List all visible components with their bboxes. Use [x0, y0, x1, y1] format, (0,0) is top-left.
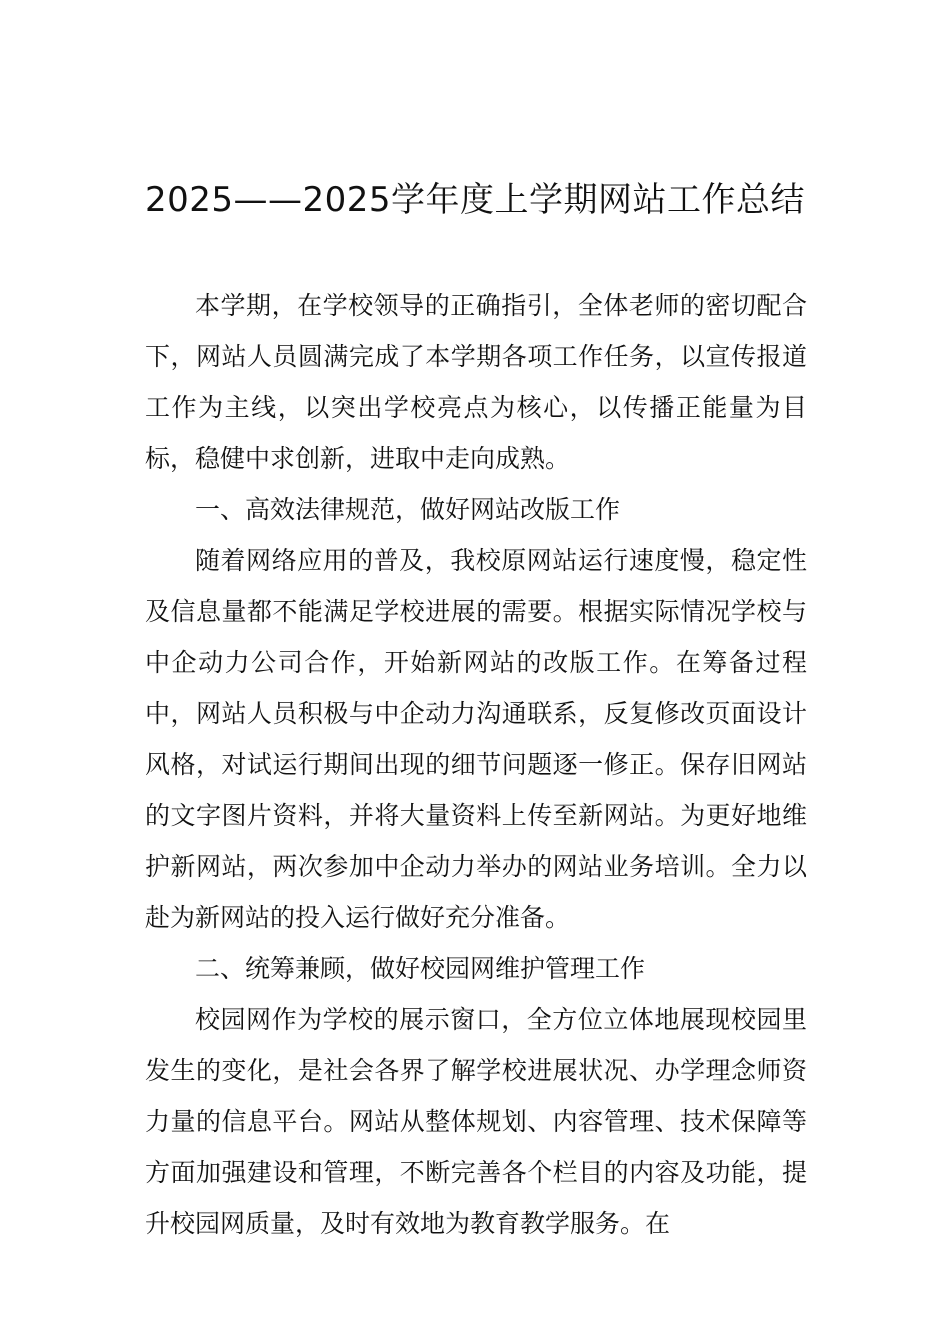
- document-title: 2025——2025学年度上学期网站工作总结: [144, 180, 806, 220]
- section-1-paragraph: 随着网络应用的普及，我校原网站运行速度慢，稳定性及信息量都不能满足学校进展的需要。根据实际情况学校与中企动力公司合作，开始新网站的改版工作。在筹备过程中，网站人员积极与中企动力沟通联系，反复修改页面设计风格，对试运行期间出现的细节问题逐一修正。保存旧网站的文字图片资料，并将大量资料上传至新网站。为更好地维护新网站，两次参加中企动力举办的网站业务培训。全力以赴为新网站的投入运行做好充分准备。: [145, 546, 807, 932]
- intro-paragraph: 本学期，在学校领导的正确指引，全体老师的密切配合下，网站人员圆满完成了本学期各项工作任务，以宣传报道工作为主线，以突出学校亮点为核心，以传播正能量为目标，稳健中求创新，进取中走向成熟。: [145, 291, 807, 473]
- section-heading-2: 二、统筹兼顾，做好校园网维护管理工作: [195, 954, 646, 983]
- document-body: [145, 280, 807, 1249]
- section-heading-1: 一、高效法律规范，做好网站改版工作: [195, 495, 621, 524]
- section-2-paragraph: 校园网作为学校的展示窗口，全方位立体地展现校园里发生的变化，是社会各界了解学校进展状况、办学理念师资力量的信息平台。网站从整体规划、内容管理、技术保障等方面加强建设和管理，不断完善各个栏目的内容及功能，提升校园网质量，及时有效地为教育教学服务。在: [145, 1005, 807, 1238]
